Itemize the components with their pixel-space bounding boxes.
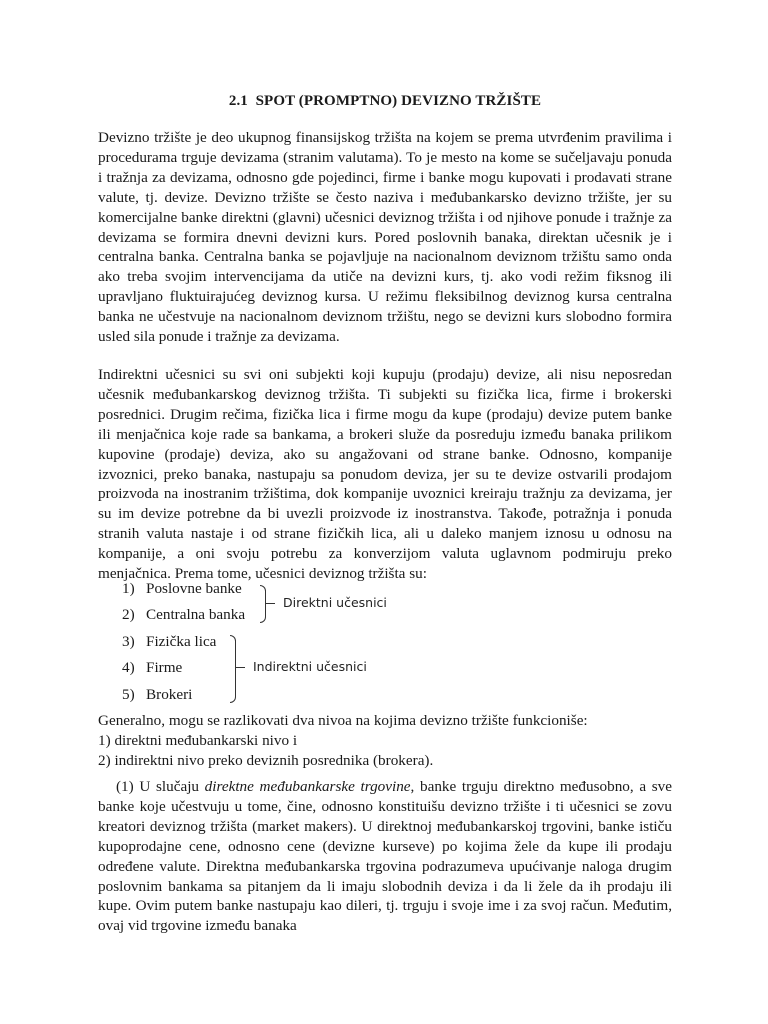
- direct-bracket-tick: [265, 603, 275, 604]
- direct-participants-label: Direktni učesnici: [283, 595, 387, 610]
- emphasized-term: direktne međubankarske trgovine: [204, 778, 411, 795]
- list-item-participant: [122, 632, 216, 652]
- list-number: 1): [122, 580, 135, 597]
- list-label: Fizička lica: [146, 633, 217, 650]
- level-item: 2) indirektni nivo preko deviznih posrednika (brokera).: [98, 752, 434, 769]
- list-item-participant: [122, 579, 242, 599]
- indirect-bracket-tick: [235, 667, 245, 668]
- paragraph-direct-interbank-trading: [98, 777, 672, 936]
- list-number: 5): [122, 686, 135, 703]
- list-item-participant: [122, 605, 245, 625]
- paragraph-indirect-participants: Indirektni učesnici su svi oni subjekti koji kupuju (prodaju) devize, ali nisu neposredan učesnik međubankarskog deviznog tržišta. Ti subjekti su fizička lica, firme i brokerski posrednici. Drugim rečima, fizička lica i firme mogu da kupe (prodaju) devize putem banke ili menjačnica koje rade sa bankama, a brokeri služe da posreduju između banaka prilikom kupovine (prodaje) deviza, ako su angažovani od strane banke. Odnosno, kompanije izvoznici, preko banaka, nastupaju sa ponudom deviza, jer su te devize ostvarili prodajom proizvoda na inostranim tržištima, dok kompanije uvoznici kreiraju tražnju za devizama, jer su im devize potrebne da bi uvezli proizvode iz inostranstva. Takođe, potražnja i ponuda stranih valuta nastaje i od strane fizičkih lica, ali u daleko manjem iznosu u odnosu na kompanije, a oni svoju potrebu za konverzijom valuta uglavnom podmiruju preko menjačnica. Prema tome, učesnici deviznog tržišta su:: [98, 366, 672, 583]
- list-item-participant: [122, 658, 182, 678]
- section-heading: 2.1 SPOT (PROMPTNO) DEVIZNO TRŽIŠTE: [228, 93, 542, 109]
- list-label: Centralna banka: [146, 606, 246, 623]
- list-number: 4): [122, 659, 135, 676]
- paragraph-text: (1) U slučaju: [116, 778, 205, 795]
- indirect-bracket: [230, 635, 236, 703]
- paragraph-foreign-exchange-market: Devizno tržište je deo ukupnog finansijskog tržišta na kojem se prema utvrđenim pravilima i procedurama trguje devizama (stranim valutama). To je mesto na kome se sučeljavaju ponuda i tražnja za devizama, odnosno gde pojedinci, firme i banke mogu kupovati i prodavati strane valute, tj. devize. Devizno tržište se često naziva i međubankarsko devizno tržište, jer su komercijalne banke direktni (glavni) učesnici deviznog tržišta i od njihove ponude i tražnje za devizama se formira dnevni devizni kurs. Pored poslovnih banaka, direktan učesnik je i centralna banka. Centralna banka se pojavljuje na nacionalnom deviznom tržištu samo onda ako treba svojim intervencijama da utiče na devizni kurs, tj. ako vodi režim fiksnog ili upravljano fluktuirajućeg deviznog kursa. U režimu fleksibilnog deviznog kursa centralna banka ne učestvuje na nacionalnom deviznom tržištu, nego se devizni kurs slobodno formira usled sila ponude i tražnje za devizama.: [98, 129, 672, 346]
- paragraph-text: , banke trguju direktno međusobno, a sve banke koje učestvuju u tome, čine, odnosno konstituišu devizno tržište i ti učesnici se zovu kreatori deviznog tržišta (market makers). U direktnoj međubankarskoj trgovini, banke ističu kupoprodajne cene, odnosno cene (devizne kurseve) po kojima žele da kupe ili prodaju određene valute. Direktna međubankarska trgovina podrazumeva upućivanje naloga drugim poslovnim bankama sa pitanjem da li imaju slobodnih deviza i da li žele da ih prodaju ili kupe. Ovim putem banke nastupaju kao dileri, tj. trguju i svoje ime i za svoj račun. Međutim, ovaj vid trgovine između banaka: [98, 778, 672, 935]
- list-item-participant: [122, 685, 192, 705]
- indirect-participants-label: Indirektni učesnici: [253, 659, 367, 674]
- levels-intro: Generalno, mogu se razlikovati dva nivoa na kojima devizno tržište funkcioniše:: [98, 712, 588, 729]
- list-number: 3): [122, 633, 135, 650]
- list-label: Poslovne banke: [146, 580, 242, 597]
- list-label: Brokeri: [146, 686, 193, 703]
- list-number: 2): [122, 606, 135, 623]
- list-label: Firme: [146, 659, 183, 676]
- level-item: 1) direktni međubankarski nivo i: [98, 732, 298, 749]
